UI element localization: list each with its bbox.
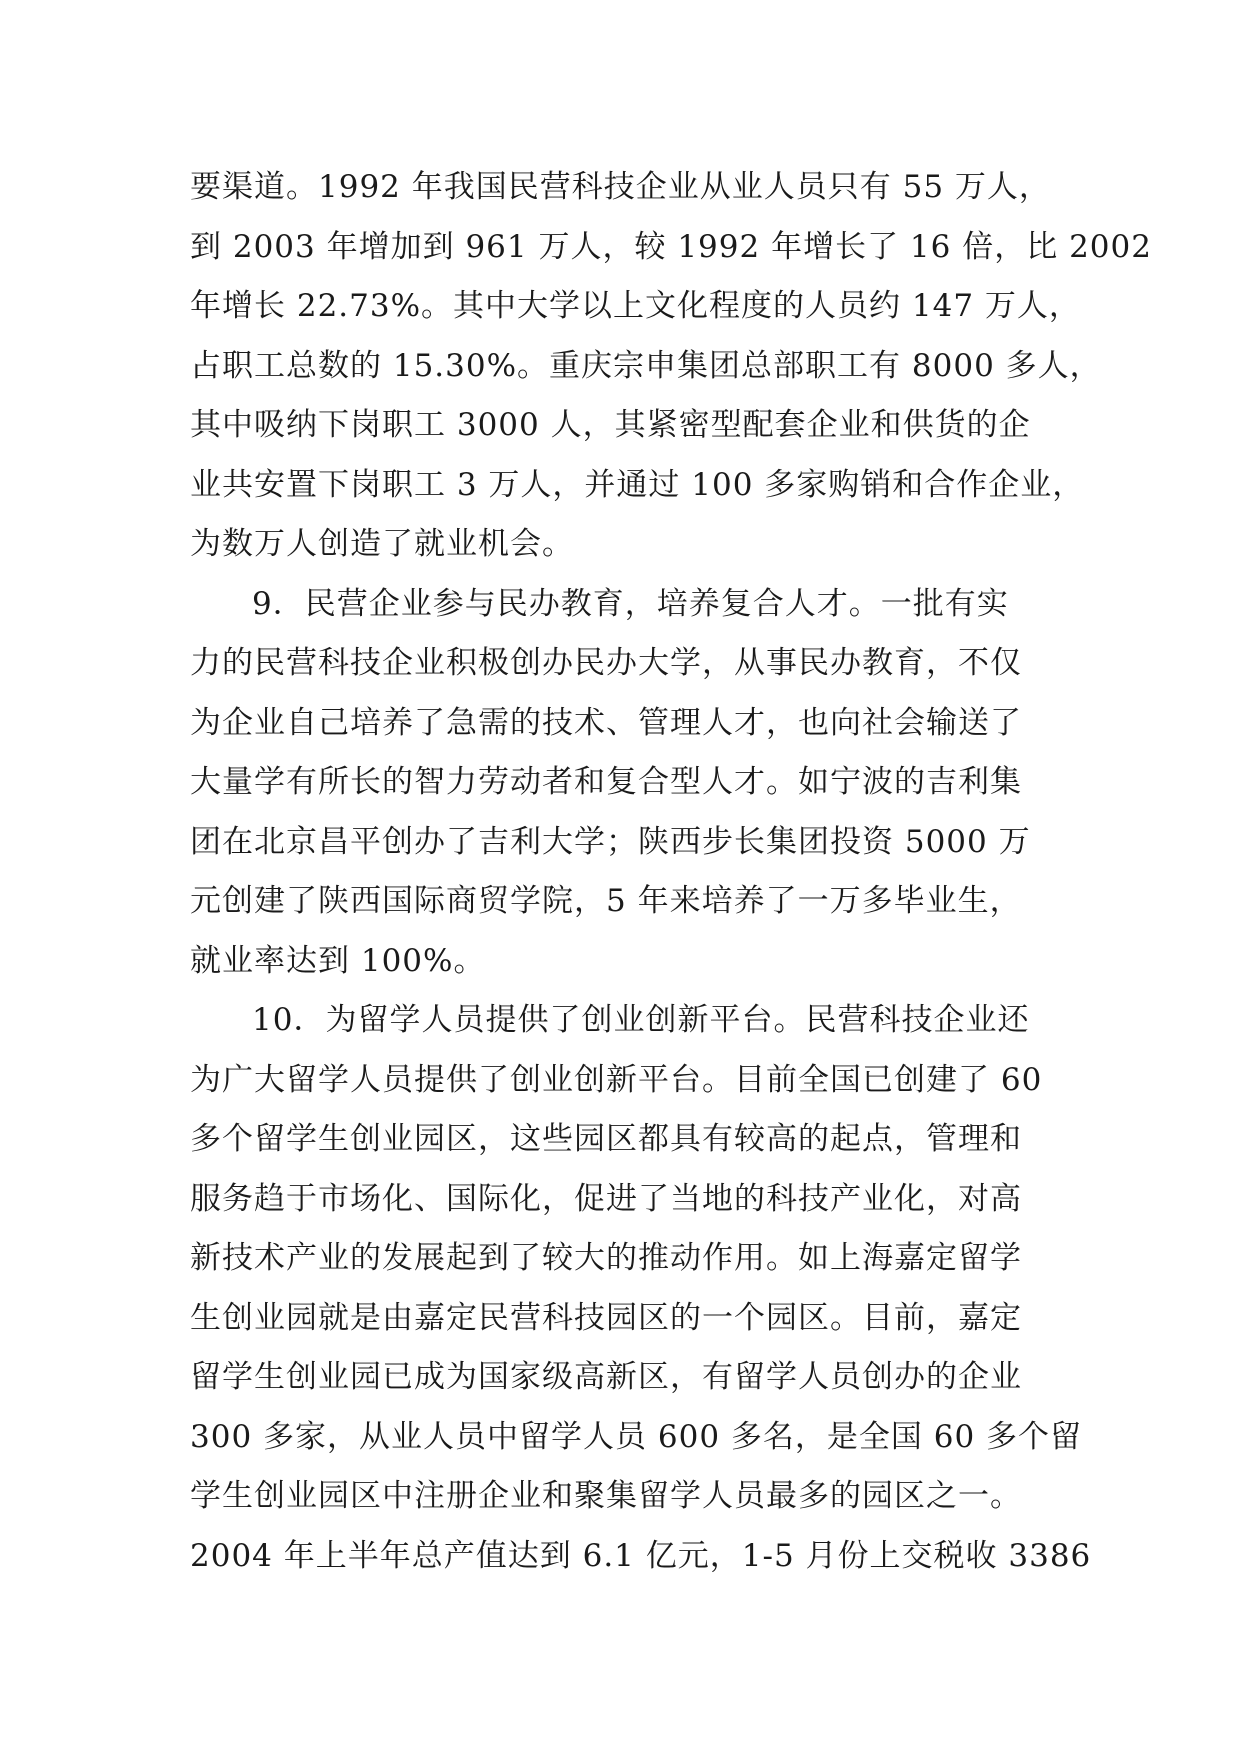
paragraph-first-line: 9．民营企业参与民办教育，培养复合人才。一批有实: [252, 585, 1009, 622]
body-text: [190, 158, 1152, 1586]
text-line: 占职工总数的 15.30%。重庆宗申集团总部职工有 8000 多人，: [190, 347, 1102, 384]
text-line: 多个留学生创业园区，这些园区都具有较高的起点，管理和: [190, 1121, 1022, 1157]
text-line: 2004 年上半年总产值达到 6.1 亿元，1-5 月份上交税收 3386: [190, 1537, 1092, 1574]
text-line: 留学生创业园已成为国家级高新区，有留学人员创办的企业: [190, 1359, 1022, 1395]
text-line: 新技术产业的发展起到了较大的推动作用。如上海嘉定留学: [190, 1240, 1022, 1276]
text-line: 为企业自己培养了急需的技术、管理人才，也向社会输送了: [190, 704, 1022, 741]
text-line: 力的民营科技企业积极创办民办大学，从事民办教育，不仅: [190, 645, 1022, 681]
text-line: 业共安置下岗职工 3 万人，并通过 100 多家购销和合作企业，: [190, 466, 1085, 503]
text-line: 学生创业园区中注册企业和聚集留学人员最多的园区之一。: [190, 1478, 1022, 1514]
text-line: 到 2003 年增加到 961 万人，较 1992 年增长了 16 倍，比 2002: [190, 228, 1152, 265]
text-line: 大量学有所长的智力劳动者和复合型人才。如宁波的吉利集: [190, 764, 1022, 800]
text-line: 为数万人创造了就业机会。: [190, 526, 574, 562]
text-line: 服务趋于市场化、国际化，促进了当地的科技产业化，对高: [190, 1180, 1022, 1217]
text-line: 为广大留学人员提供了创业创新平台。目前全国已创建了 60: [190, 1061, 1043, 1098]
text-line: 就业率达到 100%。: [190, 942, 486, 979]
text-line: 年增长 22.73%。其中大学以上文化程度的人员约 147 万人，: [190, 288, 1081, 324]
text-line: 300 多家，从业人员中留学人员 600 多名，是全国 60 多个留: [190, 1418, 1083, 1455]
text-line: 其中吸纳下岗职工 3000 人，其紧密型配套企业和供货的企: [190, 407, 1031, 443]
paragraph-first-line: 10．为留学人员提供了创业创新平台。民营科技企业还: [252, 1002, 1030, 1038]
text-line: 团在北京昌平创办了吉利大学；陕西步长集团投资 5000 万: [190, 823, 1031, 860]
text-line: 元创建了陕西国际商贸学院，5 年来培养了一万多毕业生，: [190, 883, 1022, 919]
text-line: 要渠道。1992 年我国民营科技企业从业人员只有 55 万人，: [190, 169, 1051, 205]
text-line: 生创业园就是由嘉定民营科技园区的一个园区。目前，嘉定: [190, 1299, 1022, 1336]
